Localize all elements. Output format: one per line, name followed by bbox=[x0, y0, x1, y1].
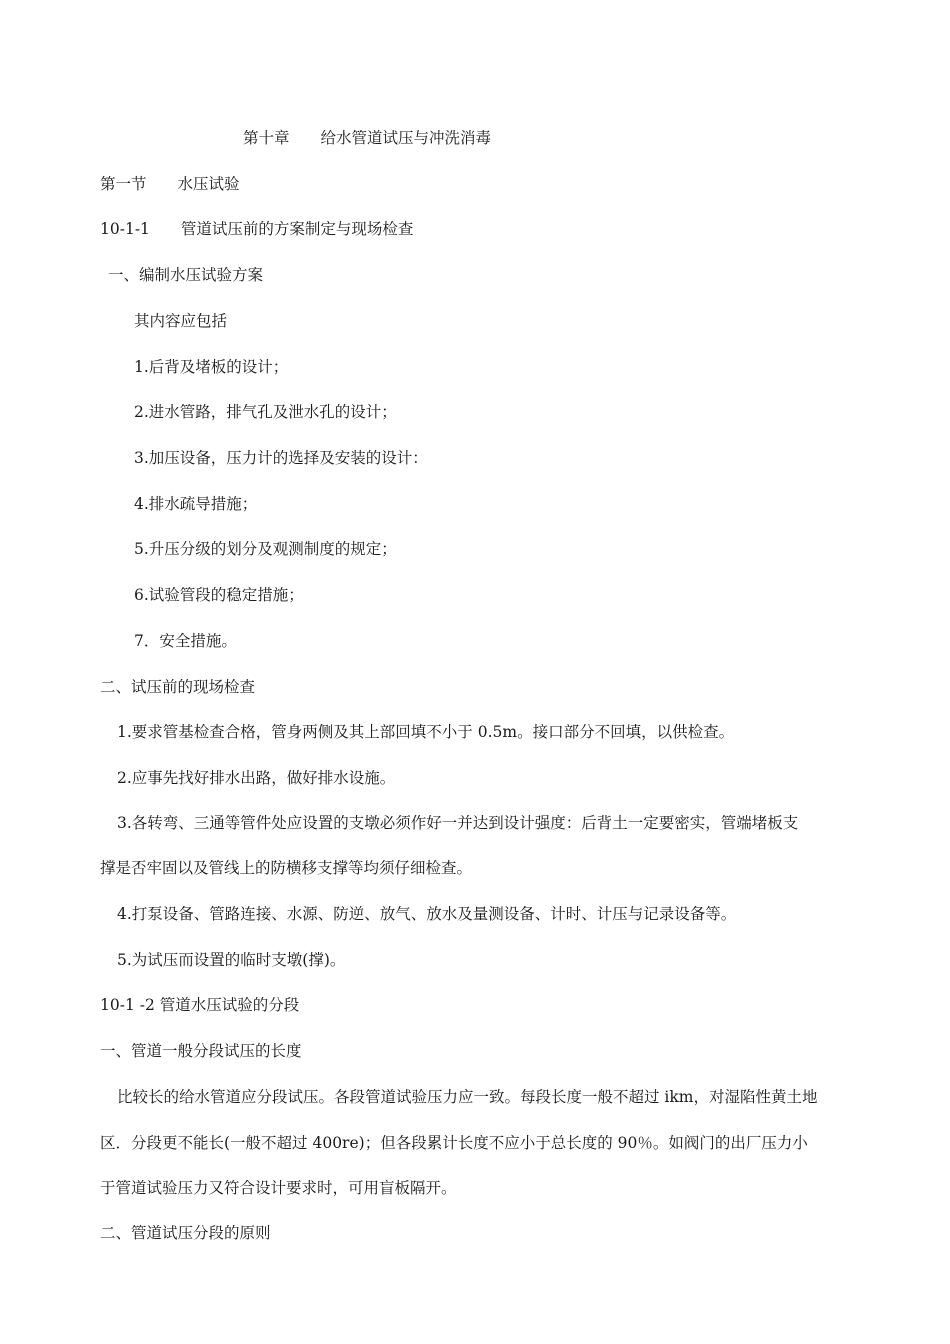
subsection-title: 10-1-1 管道试压前的方案制定与现场检查 bbox=[100, 220, 414, 238]
check-item: 3.各转弯、三通等管件处应设置的支墩必须作好一并达到设计强度：后背土一定要密实，管端堵板支 bbox=[117, 814, 799, 832]
chapter-title: 第十章 给水管道试压与冲洗消毒 bbox=[243, 129, 492, 147]
subsection-title: 10-1 -2 管道水压试验的分段 bbox=[100, 996, 300, 1014]
plan-intro: 其内容应包括 bbox=[134, 312, 228, 330]
plan-item: 5.升压分级的划分及观测制度的规定； bbox=[134, 540, 397, 558]
paragraph-line: 区．分段更不能长(一般不超过 400re)；但各段累计长度不应小于总长度的 90％。如阀门的出厂压力小 bbox=[100, 1134, 808, 1152]
check-item: 1.要求管基检查合格，管身两侧及其上部回填不小于 0.5m。接口部分不回填，以供检查。 bbox=[117, 723, 735, 741]
check-item: 4.打泵设备、管路连接、水源、防逆、放气、放水及量测设备、计时、计压与记录设备等。 bbox=[117, 905, 737, 923]
plan-item: 4.排水疏导措施； bbox=[134, 495, 258, 513]
plan-item: 7．安全措施。 bbox=[134, 632, 237, 650]
heading-length: 一、管道一般分段试压的长度 bbox=[100, 1042, 302, 1060]
plan-item: 2.进水管路，排气孔及泄水孔的设计； bbox=[134, 403, 397, 421]
heading-principle: 二、管道试压分段的原则 bbox=[100, 1224, 271, 1242]
section-title: 第一节 水压试验 bbox=[100, 175, 240, 193]
plan-item: 3.加压设备，压力计的选择及安装的设计： bbox=[134, 449, 428, 467]
paragraph-line: 于管道试验压力又符合设计要求时，可用盲板隔开。 bbox=[100, 1179, 457, 1197]
paragraph-line: 比较长的给水管道应分段试压。各段管道试验压力应一致。每段长度一般不超过 ikm，对湿陷性黄土地 bbox=[117, 1088, 818, 1106]
plan-item: 6.试验管段的稳定措施； bbox=[134, 586, 304, 604]
check-item: 2.应事先找好排水出路，做好排水设施。 bbox=[117, 769, 396, 787]
heading-site-check: 二、试压前的现场检查 bbox=[100, 678, 256, 696]
plan-item: 1.后背及堵板的设计； bbox=[134, 358, 289, 376]
check-item: 5.为试压而设置的临时支墩(撑)。 bbox=[117, 951, 346, 969]
check-item-continued: 撑是否牢固以及管线上的防横移支撑等均须仔细检查。 bbox=[100, 859, 473, 877]
heading-plan: 一、编制水压试验方案 bbox=[108, 266, 264, 284]
